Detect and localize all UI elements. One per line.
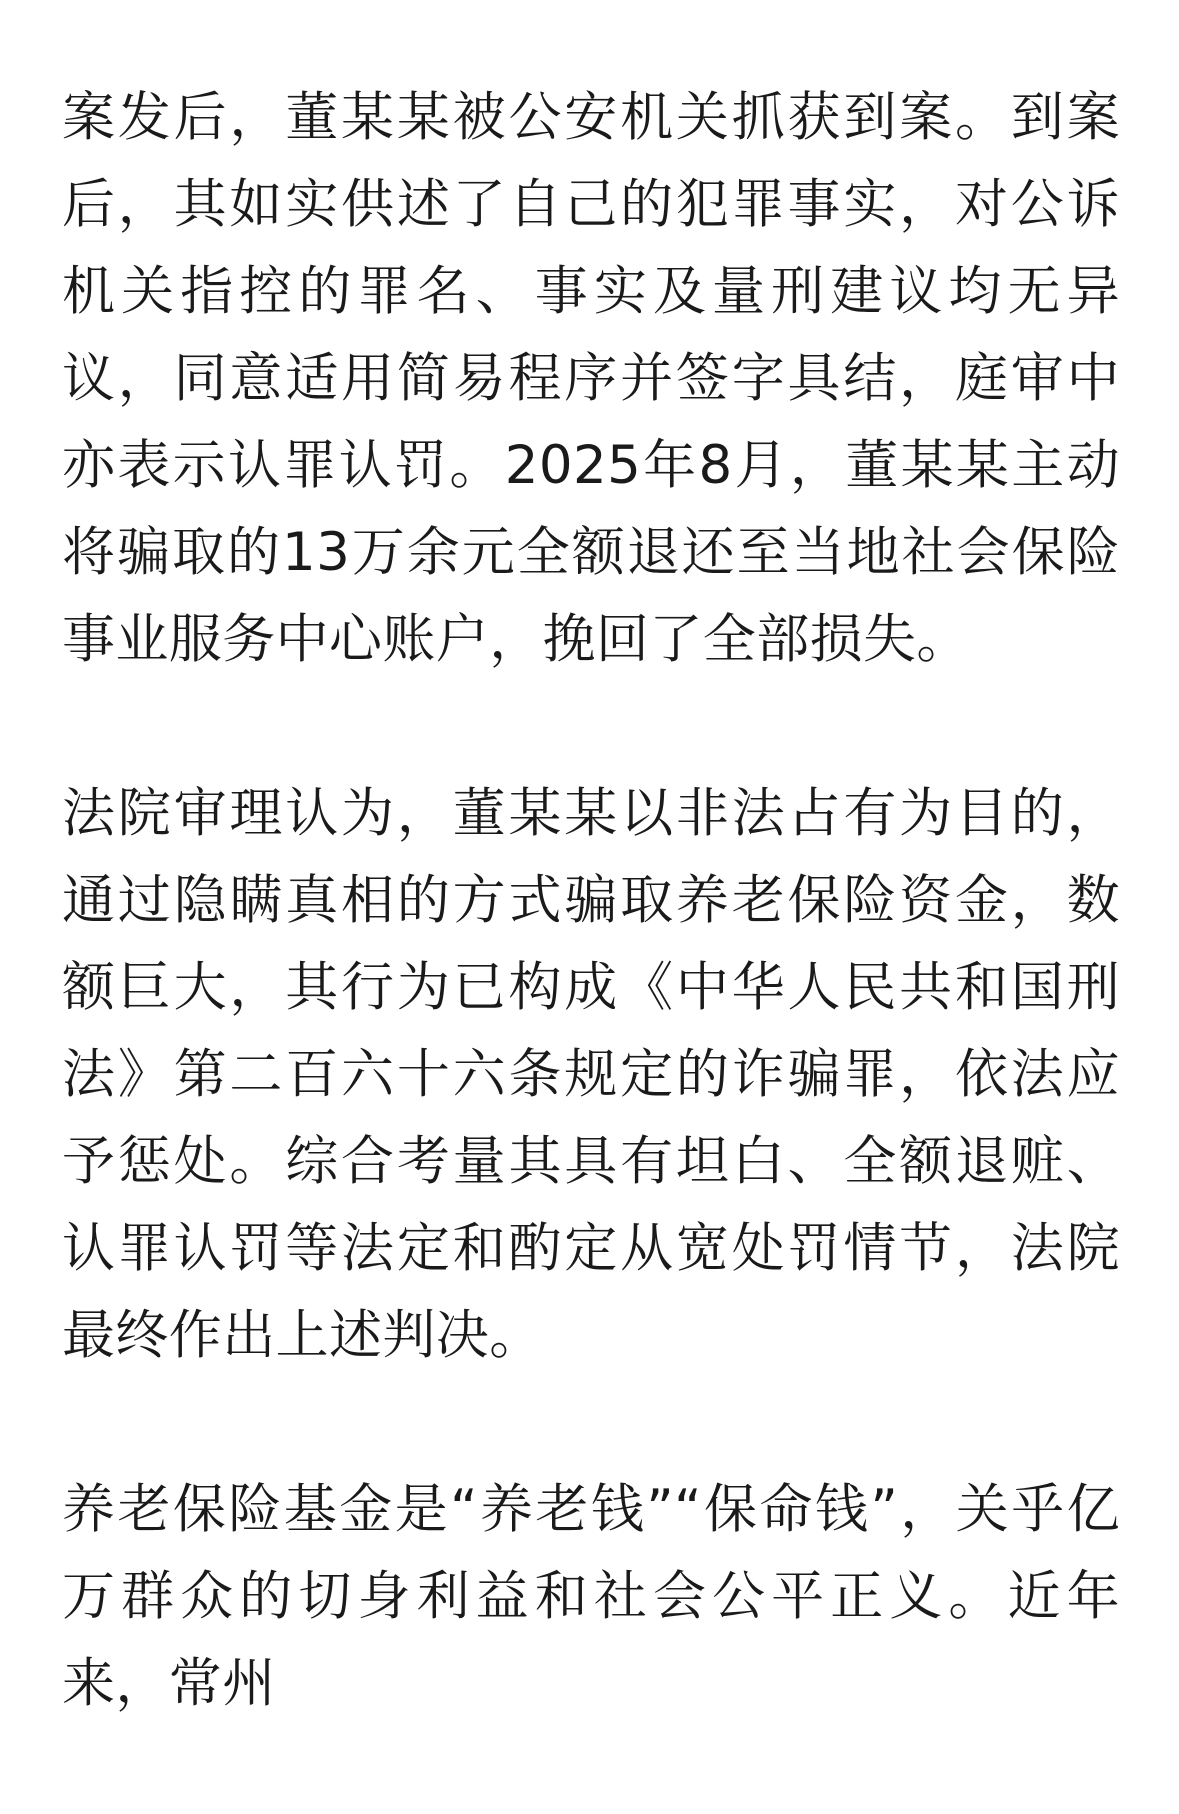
paragraph-case-after-arrest: 案发后，董某某被公安机关抓获到案。到案后，其如实供述了自己的犯罪事实，对公诉机关指控的罪名、事实及量刑建议均无异议，同意适用简易程序并签字具结，庭审中亦表示认罪认罚。2025年8月，董某某主动将骗取的13万余元全额退还至当地社会保险事业服务中心账户，挽回了全部损失。 [62,87,1120,670]
paragraph-court-ruling: 法院审理认为，董某某以非法占有为目的，通过隐瞒真相的方式骗取养老保险资金，数额巨大，其行为已构成《中华人民共和国刑法》第二百六十六条规定的诈骗罪，依法应予惩处。综合考量其具有坦白、全额退赃、认罪认罚等法定和酌定从宽处罚情节，法院最终作出上述判决。 [62,783,1120,1366]
article-body [62,74,1120,1814]
paragraph-pension-fund: 养老保险基金是“养老钱”“保命钱”，关乎亿万群众的切身利益和社会公平正义。近年来，常州 [62,1479,1120,1714]
